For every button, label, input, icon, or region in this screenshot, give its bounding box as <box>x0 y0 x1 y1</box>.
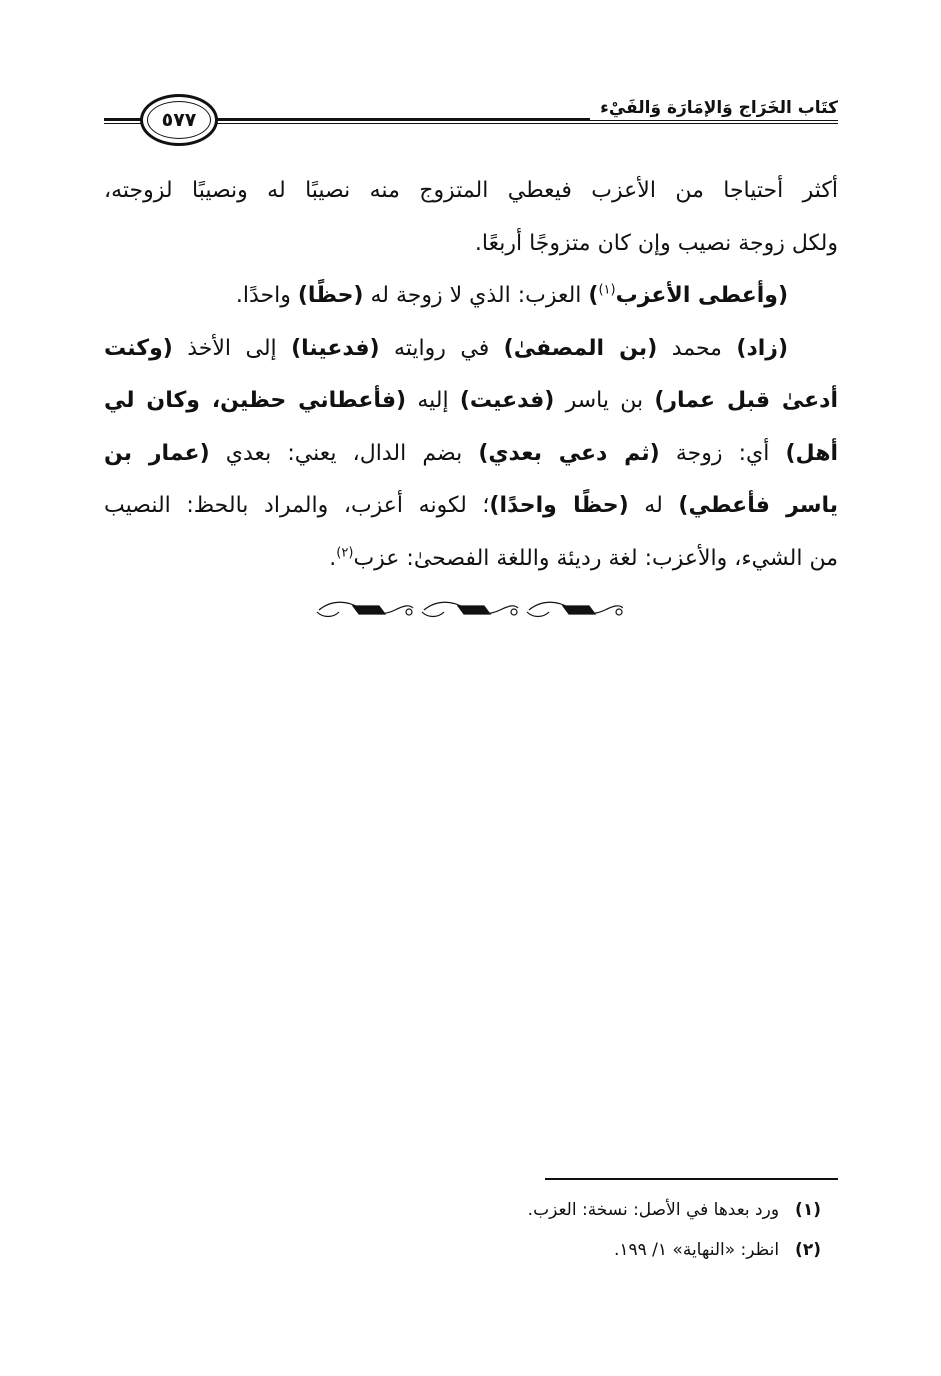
ornament-motif <box>422 602 518 616</box>
section-end-ornament <box>313 596 623 624</box>
bold-phrase: (حظًا واحدًا) <box>489 493 629 518</box>
running-title: كتَاب الخَرَاج وَالإمَارَة وَالفَيْء <box>590 96 838 120</box>
bold-phrase: (عمار بن <box>104 440 210 466</box>
text-line-6 <box>104 428 838 481</box>
bold-phrase: (ثم دعي بعدي) <box>478 440 660 466</box>
bold-phrase: أدعىٰ قبل عمار) <box>654 388 838 413</box>
footnote-number: (١) <box>795 1200 821 1220</box>
bold-phrase: (بن المصفىٰ) <box>503 335 658 361</box>
bold-phrase: (فأعطاني حظين، وكان لي <box>104 388 407 413</box>
plain-phrase: أي: زوجة <box>659 440 786 466</box>
page-number: ٥٧٧ <box>161 109 197 131</box>
bold-phrase: ياسر فأعطي) <box>678 493 838 518</box>
text-line-4 <box>104 323 838 376</box>
plain-phrase: إلى الأخذ <box>172 335 292 361</box>
footnote-ref-1[interactable]: (١) <box>598 282 616 298</box>
bold-phrase: (زاد) <box>736 335 788 361</box>
bold-phrase: أهل) <box>785 440 838 466</box>
bold-phrase: ) <box>588 283 599 308</box>
footnote-separator <box>545 1178 838 1180</box>
bold-phrase: (فدعيت) <box>459 388 555 413</box>
plain-phrase: له <box>628 493 679 518</box>
plain-phrase: محمد <box>657 335 737 361</box>
plain-phrase: العزب: الذي لا زوجة له <box>363 283 589 308</box>
plain-phrase: . <box>329 545 337 571</box>
text-line-8 <box>104 533 838 586</box>
page-number-badge <box>140 94 218 146</box>
footnote-1 <box>221 1190 821 1230</box>
footnote-ref-2[interactable]: (٢) <box>336 545 354 561</box>
plain-phrase: في روايته <box>379 335 504 361</box>
text-line-1: أكثر أحتياجا من الأعزب فيعطي المتزوج منه نصيبًا له ونصيبًا لزوجته، <box>104 178 838 203</box>
plain-phrase: من الشيء، والأعزب: لغة رديئة واللغة الفصحىٰ: عزب <box>353 545 838 571</box>
bold-phrase: (حظًا) <box>297 283 364 308</box>
bold-phrase: (وأعطى الأعزب <box>615 283 788 308</box>
text-line-2: ولكل زوجة نصيب وإن كان متزوجًا أربعًا. <box>474 230 838 256</box>
footnotes <box>221 1190 821 1270</box>
ornament-motif <box>527 602 623 616</box>
footnote-text: انظر: «النهاية» ١/ ١٩٩. <box>613 1240 780 1260</box>
text-line-5 <box>104 375 838 428</box>
bold-phrase: (وكنت <box>104 335 173 361</box>
text-line-3 <box>104 270 838 323</box>
footnote-number: (٢) <box>795 1240 821 1260</box>
main-text <box>104 165 838 585</box>
plain-phrase: إليه <box>406 388 460 413</box>
plain-phrase: ؛ لكونه أعزب، والمراد بالحظ: النصيب <box>104 493 490 518</box>
ornament-motif <box>317 602 413 616</box>
footnote-text: ورد بعدها في الأصل: نسخة: العزب. <box>527 1200 780 1220</box>
footnote-2 <box>221 1230 821 1270</box>
plain-phrase: واحدًا. <box>235 283 298 308</box>
plain-phrase: بضم الدال، يعني: بعدي <box>209 440 479 466</box>
plain-phrase: بن ياسر <box>554 388 655 413</box>
page-header <box>104 92 838 162</box>
bold-phrase: (فدعينا) <box>291 335 380 361</box>
text-line-7 <box>104 480 838 533</box>
